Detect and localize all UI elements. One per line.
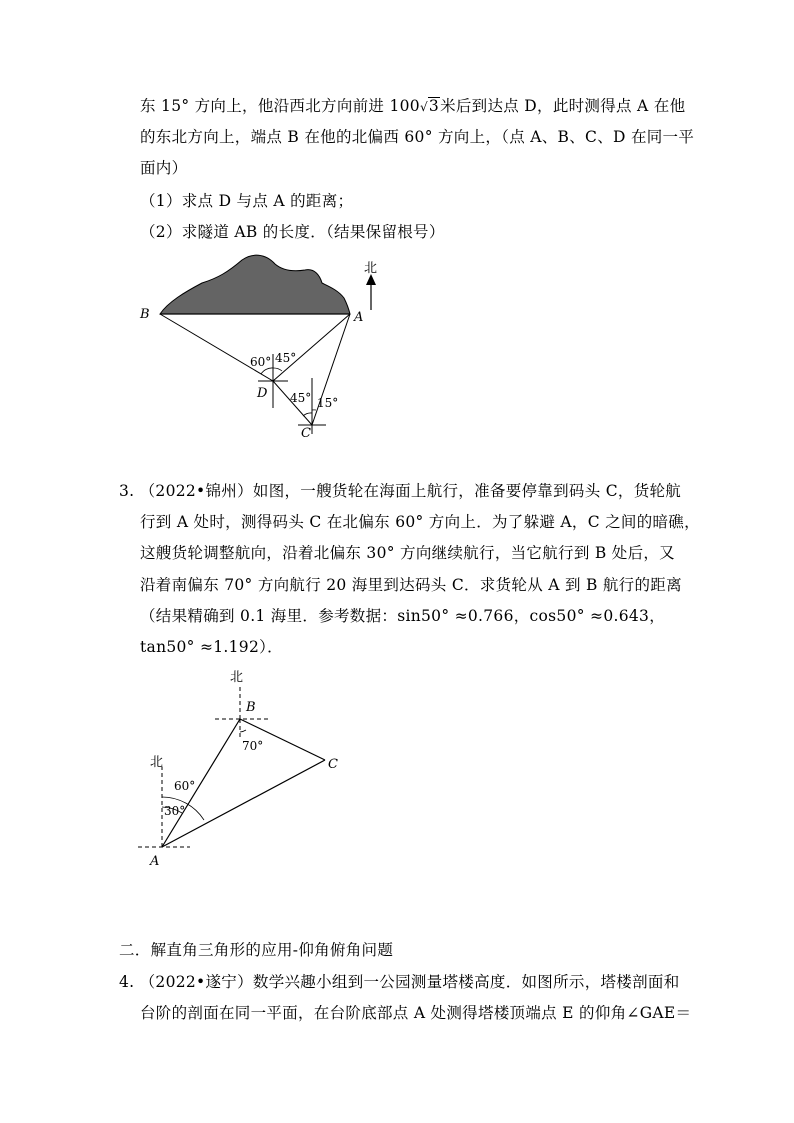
problem2-line1: 东 15° 方向上，他沿西北方向前进 100√3米后到达点 D，此时测得点 A 在他 (140, 97, 686, 115)
angle-30-label: 30° (164, 804, 186, 818)
point-c-label: C (301, 426, 311, 441)
tunnel-figure (130, 250, 390, 445)
problem3-line1: 3. （2022•锦州）如图，一艘货轮在海面上航行，准备要停靠到码头 C，货轮航 (119, 482, 682, 500)
ship-route-figure (130, 662, 350, 872)
point-a-label: A (150, 854, 160, 869)
north-label-top: 北 (230, 670, 244, 685)
problem2-line3: 面内） (140, 159, 188, 177)
problem3-line2: 行到 A 处时，测得码头 C 在北偏东 60° 方向上．为了躲避 A，C 之间的暗礁， (140, 513, 700, 531)
problem2-question2: （2）求隧道 AB 的长度．（结果保留根号） (140, 223, 445, 241)
angle-60-label: 60° (250, 355, 272, 369)
mountain-shape (160, 255, 350, 314)
problem2-question1: （1）求点 D 与点 A 的距离； (140, 192, 354, 210)
point-c-label: C (328, 757, 338, 772)
problem2-line1-a: 东 15° 方向上，他沿西北方向前进 100 (140, 97, 420, 115)
problem3-line4: 沿着南偏东 70° 方向航行 20 海里到达码头 C．求货轮从 A 到 B 航行的距离 (140, 576, 682, 594)
problem2-line2: 的东北方向上，端点 B 在他的北偏西 60° 方向上，（点 A、B、C、D 在同一平 (140, 128, 695, 146)
problem4-line1: 4. （2022•遂宁）数学兴趣小组到一公园测量塔楼高度．如图所示，塔楼剖面和 (119, 973, 680, 991)
problem4-line2: 台阶的剖面在同一平面，在台阶底部点 A 处测得塔楼顶端点 E 的仰角∠GAE＝ (140, 1004, 692, 1022)
angle-45-d-label: 45° (275, 351, 297, 365)
angle-15-label: 15° (317, 396, 339, 410)
problem3-line5: （结果精确到 0.1 海里．参考数据：sin50° ≈0.766，cos50° ≈0.643， (140, 607, 665, 625)
point-b-label: B (246, 700, 256, 715)
north-label: 北 (364, 261, 378, 276)
angle-45-c-label: 45° (290, 391, 312, 405)
point-b-label: B (140, 307, 150, 322)
angle-70-label: 70° (242, 739, 264, 753)
problem3-line6: tan50° ≈1.192）． (140, 638, 283, 656)
problem2-line1-b: 米后到达点 D，此时测得点 A 在他 (440, 97, 686, 115)
section-title: 二．解直角三角形的应用-仰角俯角问题 (119, 941, 394, 959)
north-label-left: 北 (150, 755, 164, 770)
point-a-label: A (354, 310, 364, 325)
angle-60-label: 60° (174, 779, 196, 793)
point-d-label: D (257, 386, 268, 401)
sqrt-radicand: 3 (428, 97, 440, 115)
problem3-line3: 这艘货轮调整航向，沿着北偏东 30° 方向继续航行，当它航行到 B 处后，又 (140, 544, 675, 562)
